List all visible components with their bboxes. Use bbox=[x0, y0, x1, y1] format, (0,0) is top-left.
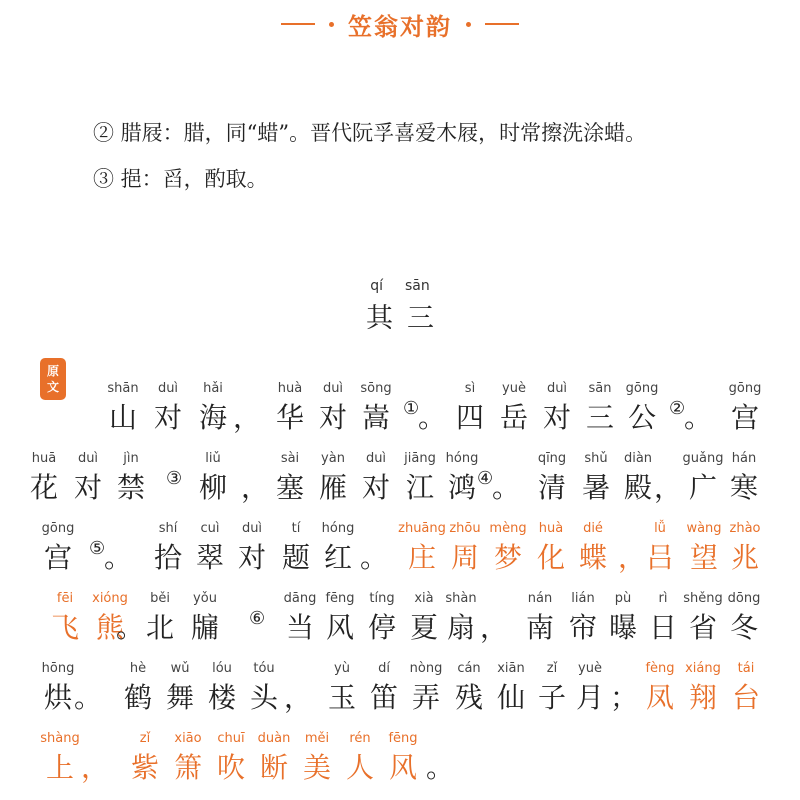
character-glyph: 吕 bbox=[645, 541, 674, 574]
character-glyph: 弄 bbox=[411, 681, 440, 714]
character-glyph: 笛 bbox=[369, 681, 398, 714]
character-glyph: 殿 bbox=[623, 471, 652, 504]
poem-character bbox=[529, 520, 573, 582]
character-glyph: 。 bbox=[359, 541, 388, 574]
poem-character bbox=[146, 520, 190, 582]
poem-character bbox=[443, 520, 487, 582]
character-pinyin: xiáng bbox=[685, 661, 721, 676]
poem-character bbox=[448, 380, 492, 442]
character-pinyin: zhōu bbox=[449, 521, 481, 536]
character-glyph: 残 bbox=[454, 681, 483, 714]
poem-character bbox=[200, 660, 244, 722]
character-glyph: 紫 bbox=[130, 751, 159, 784]
character-glyph: 烘 bbox=[43, 681, 72, 714]
poem-character bbox=[638, 660, 682, 722]
poem-character bbox=[36, 520, 80, 582]
character-pinyin: gōng bbox=[728, 381, 762, 396]
character-glyph: 美 bbox=[302, 751, 331, 784]
poem-character bbox=[230, 520, 274, 582]
character-pinyin: guǎng bbox=[682, 451, 724, 466]
character-pinyin: liǔ bbox=[205, 451, 221, 466]
poem-character bbox=[447, 660, 491, 722]
character-glyph: ； bbox=[609, 681, 638, 714]
character-glyph: 箫 bbox=[173, 751, 202, 784]
character-pinyin: huà bbox=[538, 521, 564, 536]
character-glyph: 仙 bbox=[496, 681, 525, 714]
character-glyph: 山 bbox=[108, 401, 137, 434]
character-pinyin: duì bbox=[365, 451, 387, 466]
character-glyph: 对 bbox=[153, 401, 182, 434]
character-glyph: 扇 bbox=[446, 611, 475, 644]
character-glyph: 化 bbox=[536, 541, 565, 574]
footnote-marker: ③ bbox=[166, 468, 183, 489]
poem-line bbox=[0, 660, 800, 722]
poem-character bbox=[492, 380, 536, 442]
poem-character bbox=[578, 380, 622, 442]
character-pinyin: huà bbox=[277, 381, 303, 396]
poem-character bbox=[138, 590, 182, 652]
poem-character bbox=[722, 450, 766, 512]
poem-character bbox=[354, 380, 398, 442]
footnote-marker: ① bbox=[403, 398, 420, 419]
character-glyph: 庄 bbox=[407, 541, 436, 574]
character-glyph: 凤 bbox=[645, 681, 674, 714]
poem-character bbox=[274, 520, 318, 582]
footnote-3: ③ 挹：舀，酌取。 bbox=[93, 167, 268, 191]
character-glyph: 飞 bbox=[50, 611, 79, 644]
poem-line bbox=[0, 520, 800, 582]
character-glyph: 日 bbox=[648, 611, 677, 644]
character-glyph: ， bbox=[283, 681, 312, 714]
character-glyph: 头 bbox=[249, 681, 278, 714]
character-glyph: 北 bbox=[145, 611, 174, 644]
character-pinyin: diàn bbox=[623, 451, 653, 466]
character-pinyin: zǐ bbox=[139, 731, 151, 746]
header-title: 笠翁对韵 bbox=[348, 11, 452, 41]
character-glyph: 蝶 bbox=[578, 541, 607, 574]
poem-punctuation bbox=[484, 450, 528, 512]
poem-character bbox=[486, 520, 530, 582]
character-pinyin: sān bbox=[588, 381, 612, 396]
character-pinyin: sōng bbox=[360, 381, 392, 396]
character-glyph: 红 bbox=[323, 541, 352, 574]
character-glyph: ， bbox=[240, 471, 269, 504]
footnote-marker: ⑤ bbox=[89, 538, 106, 559]
section-title: 其三 bbox=[366, 303, 448, 334]
character-glyph: 当 bbox=[285, 611, 314, 644]
poem-punctuation bbox=[676, 380, 720, 442]
footnote-marker: ④ bbox=[477, 468, 494, 489]
poem-character bbox=[66, 450, 110, 512]
character-glyph: 对 bbox=[237, 541, 266, 574]
character-pinyin: wǔ bbox=[170, 661, 190, 676]
poem-character bbox=[574, 450, 618, 512]
character-pinyin: shí bbox=[158, 521, 178, 536]
character-glyph: 子 bbox=[537, 681, 566, 714]
character-glyph: 对 bbox=[73, 471, 102, 504]
character-pinyin: xióng bbox=[92, 591, 128, 606]
character-pinyin: fēi bbox=[56, 591, 74, 606]
section-pinyin-2: sān bbox=[405, 278, 430, 294]
character-pinyin: běi bbox=[150, 591, 170, 606]
character-glyph: 楼 bbox=[207, 681, 236, 714]
poem-punctuation bbox=[472, 590, 516, 652]
character-pinyin: duì bbox=[77, 451, 99, 466]
poem-character bbox=[571, 520, 615, 582]
character-pinyin: yàn bbox=[321, 451, 345, 466]
character-glyph: 上 bbox=[45, 751, 74, 784]
character-pinyin: tái bbox=[737, 661, 755, 676]
character-pinyin: cán bbox=[457, 661, 481, 676]
footnote-marker: ② bbox=[669, 398, 686, 419]
character-glyph: 嵩 bbox=[361, 401, 390, 434]
character-pinyin: sì bbox=[464, 381, 476, 396]
character-glyph: 人 bbox=[345, 751, 374, 784]
character-pinyin: shěng bbox=[683, 591, 723, 606]
poem-character bbox=[278, 590, 322, 652]
character-glyph: 花 bbox=[29, 471, 58, 504]
character-glyph: 风 bbox=[325, 611, 354, 644]
character-pinyin: dāng bbox=[283, 591, 317, 606]
character-glyph: 夏 bbox=[409, 611, 438, 644]
character-glyph: 牖 bbox=[190, 611, 219, 644]
character-glyph: 禁 bbox=[116, 471, 145, 504]
poem-character bbox=[101, 380, 145, 442]
character-glyph: ， bbox=[653, 471, 682, 504]
character-pinyin: shān bbox=[107, 381, 139, 396]
poem-character bbox=[601, 590, 645, 652]
character-glyph: 。 bbox=[491, 471, 520, 504]
poem-character bbox=[722, 590, 766, 652]
character-pinyin: duàn bbox=[257, 731, 291, 746]
character-glyph: 寒 bbox=[729, 471, 758, 504]
poem-character bbox=[724, 660, 768, 722]
character-glyph: 三 bbox=[585, 401, 614, 434]
character-glyph: 四 bbox=[455, 401, 484, 434]
character-glyph: ， bbox=[479, 611, 508, 644]
poem-punctuation bbox=[352, 520, 396, 582]
character-pinyin: měi bbox=[304, 731, 330, 746]
character-pinyin: tí bbox=[291, 521, 301, 536]
character-glyph: 对 bbox=[542, 401, 571, 434]
character-pinyin: tíng bbox=[369, 591, 395, 606]
poem-character bbox=[43, 590, 87, 652]
character-pinyin: lián bbox=[571, 591, 595, 606]
character-pinyin: dōng bbox=[727, 591, 761, 606]
poem-character bbox=[252, 730, 296, 792]
poem-character bbox=[318, 590, 362, 652]
character-pinyin: fēng bbox=[325, 591, 355, 606]
character-glyph: 广 bbox=[688, 471, 717, 504]
character-glyph: 南 bbox=[525, 611, 554, 644]
poem-character bbox=[209, 730, 253, 792]
poem-character bbox=[116, 660, 160, 722]
character-pinyin: lǚ bbox=[654, 521, 666, 536]
poem-character bbox=[518, 590, 562, 652]
character-pinyin: duì bbox=[241, 521, 263, 536]
character-pinyin: yù bbox=[334, 661, 350, 676]
character-pinyin: hè bbox=[129, 661, 147, 676]
character-glyph: 清 bbox=[537, 471, 566, 504]
character-pinyin: shàn bbox=[445, 591, 477, 606]
character-glyph: 题 bbox=[281, 541, 310, 574]
character-pinyin: duì bbox=[322, 381, 344, 396]
character-glyph: 宫 bbox=[730, 401, 759, 434]
character-pinyin: hǎi bbox=[203, 381, 223, 396]
character-glyph: 望 bbox=[689, 541, 718, 574]
poem-character bbox=[109, 450, 153, 512]
poem-character bbox=[338, 730, 382, 792]
character-glyph: 风 bbox=[388, 751, 417, 784]
character-glyph: 。 bbox=[103, 541, 132, 574]
character-glyph: 江 bbox=[405, 471, 434, 504]
poem-character bbox=[183, 590, 227, 652]
character-pinyin: nán bbox=[527, 591, 553, 606]
character-pinyin: yuè bbox=[502, 381, 526, 396]
poem-line bbox=[0, 450, 800, 512]
poem-character bbox=[295, 730, 339, 792]
poem-punctuation bbox=[225, 380, 269, 442]
character-glyph: 月 bbox=[575, 681, 604, 714]
character-pinyin: tóu bbox=[253, 661, 275, 676]
poem-character bbox=[191, 450, 235, 512]
character-glyph: 冬 bbox=[729, 611, 758, 644]
character-glyph: 翔 bbox=[688, 681, 717, 714]
poem-punctuation bbox=[66, 660, 110, 722]
poem-character bbox=[530, 450, 574, 512]
character-glyph: 翠 bbox=[195, 541, 224, 574]
character-pinyin: xià bbox=[414, 591, 434, 606]
poem-character bbox=[404, 660, 448, 722]
section-pinyin bbox=[0, 278, 800, 294]
character-pinyin: hán bbox=[731, 451, 757, 466]
character-pinyin: shàng bbox=[40, 731, 80, 746]
character-glyph: 。 bbox=[73, 681, 102, 714]
poem-character bbox=[681, 590, 725, 652]
poem-character bbox=[320, 660, 364, 722]
poem-punctuation bbox=[276, 660, 320, 722]
poem-character bbox=[22, 450, 66, 512]
character-pinyin: rì bbox=[658, 591, 668, 606]
poem-character bbox=[681, 660, 725, 722]
poem-punctuation bbox=[418, 730, 462, 792]
poem-line bbox=[0, 730, 800, 792]
character-pinyin: chuī bbox=[217, 731, 245, 746]
character-pinyin: wàng bbox=[686, 521, 722, 536]
character-glyph: 停 bbox=[367, 611, 396, 644]
character-pinyin: hóng bbox=[445, 451, 479, 466]
character-pinyin: fēng bbox=[388, 731, 418, 746]
poem-character bbox=[188, 520, 232, 582]
character-pinyin: xiān bbox=[497, 661, 525, 676]
character-glyph: ， bbox=[617, 541, 646, 574]
poem-character bbox=[158, 660, 202, 722]
character-glyph: 岳 bbox=[499, 401, 528, 434]
character-pinyin: duì bbox=[546, 381, 568, 396]
character-pinyin: fèng bbox=[645, 661, 675, 676]
character-glyph: 周 bbox=[450, 541, 479, 574]
header-left-line bbox=[281, 23, 315, 25]
character-glyph: 拾 bbox=[153, 541, 182, 574]
poem-character bbox=[638, 520, 682, 582]
character-pinyin: rén bbox=[349, 731, 371, 746]
poem-character bbox=[268, 380, 312, 442]
character-pinyin: jiāng bbox=[404, 451, 436, 466]
character-glyph: 柳 bbox=[198, 471, 227, 504]
character-pinyin: gōng bbox=[41, 521, 75, 536]
character-glyph: 曝 bbox=[608, 611, 637, 644]
header-right-dot bbox=[466, 22, 471, 27]
poem-character bbox=[535, 380, 579, 442]
poem-punctuation bbox=[96, 520, 140, 582]
character-glyph: 断 bbox=[259, 751, 288, 784]
poem-character bbox=[682, 520, 726, 582]
poem-character bbox=[681, 450, 725, 512]
character-pinyin: mèng bbox=[489, 521, 527, 536]
character-pinyin: hóng bbox=[321, 521, 355, 536]
poem-character bbox=[723, 520, 767, 582]
character-glyph: 塞 bbox=[275, 471, 304, 504]
character-pinyin: cuì bbox=[200, 521, 220, 536]
character-glyph: 帘 bbox=[568, 611, 597, 644]
poem-character bbox=[268, 450, 312, 512]
character-pinyin: sài bbox=[280, 451, 300, 466]
character-glyph: 梦 bbox=[493, 541, 522, 574]
poem-character bbox=[400, 520, 444, 582]
character-glyph: 台 bbox=[731, 681, 760, 714]
character-pinyin: xiāo bbox=[174, 731, 202, 746]
section-heading bbox=[0, 278, 800, 335]
character-glyph: 公 bbox=[627, 401, 656, 434]
footnote-marker: ⑥ bbox=[249, 608, 266, 629]
character-pinyin: hōng bbox=[41, 661, 75, 676]
character-pinyin: zhào bbox=[729, 521, 761, 536]
character-glyph: 对 bbox=[361, 471, 390, 504]
poem-character bbox=[620, 380, 664, 442]
character-pinyin: duì bbox=[157, 381, 179, 396]
character-pinyin: dí bbox=[378, 661, 390, 676]
footnotes bbox=[93, 110, 783, 202]
character-pinyin: huā bbox=[31, 451, 57, 466]
poem-character bbox=[362, 660, 406, 722]
footnote-2: ② 腊屐：腊，同“蜡”。晋代阮孚喜爱木屐，时常擦洗涂蜡。 bbox=[93, 121, 647, 145]
page-header bbox=[0, 4, 800, 44]
character-pinyin: dié bbox=[583, 521, 603, 536]
character-glyph: 。 bbox=[115, 611, 144, 644]
character-pinyin: zhuāng bbox=[398, 521, 446, 536]
character-glyph: 华 bbox=[275, 401, 304, 434]
character-glyph: 雁 bbox=[318, 471, 347, 504]
poem-character bbox=[166, 730, 210, 792]
character-glyph: 。 bbox=[417, 401, 446, 434]
poem-character bbox=[123, 730, 167, 792]
character-pinyin: yǒu bbox=[193, 591, 217, 606]
header-left-dot bbox=[329, 22, 334, 27]
character-glyph: 海 bbox=[198, 401, 227, 434]
poem-character bbox=[561, 590, 605, 652]
poem-line bbox=[0, 380, 800, 442]
character-pinyin: shǔ bbox=[584, 451, 608, 466]
character-glyph: 。 bbox=[425, 751, 454, 784]
character-glyph: 熊 bbox=[95, 611, 124, 644]
poem-character bbox=[146, 380, 190, 442]
poem-character bbox=[489, 660, 533, 722]
poem-character bbox=[311, 380, 355, 442]
character-glyph: 。 bbox=[683, 401, 712, 434]
poem-punctuation bbox=[73, 730, 117, 792]
poem-character bbox=[723, 380, 767, 442]
character-glyph: 鸿 bbox=[447, 471, 476, 504]
character-glyph: ， bbox=[232, 401, 261, 434]
badge-char-2: 文 bbox=[46, 380, 59, 394]
section-pinyin-1: qí bbox=[370, 278, 384, 294]
character-glyph: 舞 bbox=[165, 681, 194, 714]
header-right-line bbox=[485, 23, 519, 25]
character-glyph: 对 bbox=[318, 401, 347, 434]
character-glyph: 玉 bbox=[327, 681, 356, 714]
character-pinyin: yuè bbox=[578, 661, 602, 676]
character-glyph: ， bbox=[80, 751, 109, 784]
character-pinyin: nòng bbox=[409, 661, 443, 676]
poem-character bbox=[360, 590, 404, 652]
character-pinyin: gōng bbox=[625, 381, 659, 396]
poem-character bbox=[641, 590, 685, 652]
character-glyph: 吹 bbox=[216, 751, 245, 784]
poem-line bbox=[0, 590, 800, 652]
character-glyph: 鹤 bbox=[123, 681, 152, 714]
poem-character bbox=[398, 450, 442, 512]
poem-character bbox=[354, 450, 398, 512]
character-pinyin: jìn bbox=[123, 451, 139, 466]
character-pinyin: zǐ bbox=[546, 661, 558, 676]
poem-character bbox=[311, 450, 355, 512]
badge-char-1: 原 bbox=[46, 364, 59, 378]
character-glyph: 兆 bbox=[730, 541, 759, 574]
character-glyph: 省 bbox=[688, 611, 717, 644]
character-glyph: 暑 bbox=[581, 471, 610, 504]
character-pinyin: qīng bbox=[537, 451, 567, 466]
character-pinyin: lóu bbox=[212, 661, 232, 676]
character-glyph: 宫 bbox=[43, 541, 72, 574]
character-pinyin: pù bbox=[614, 591, 632, 606]
